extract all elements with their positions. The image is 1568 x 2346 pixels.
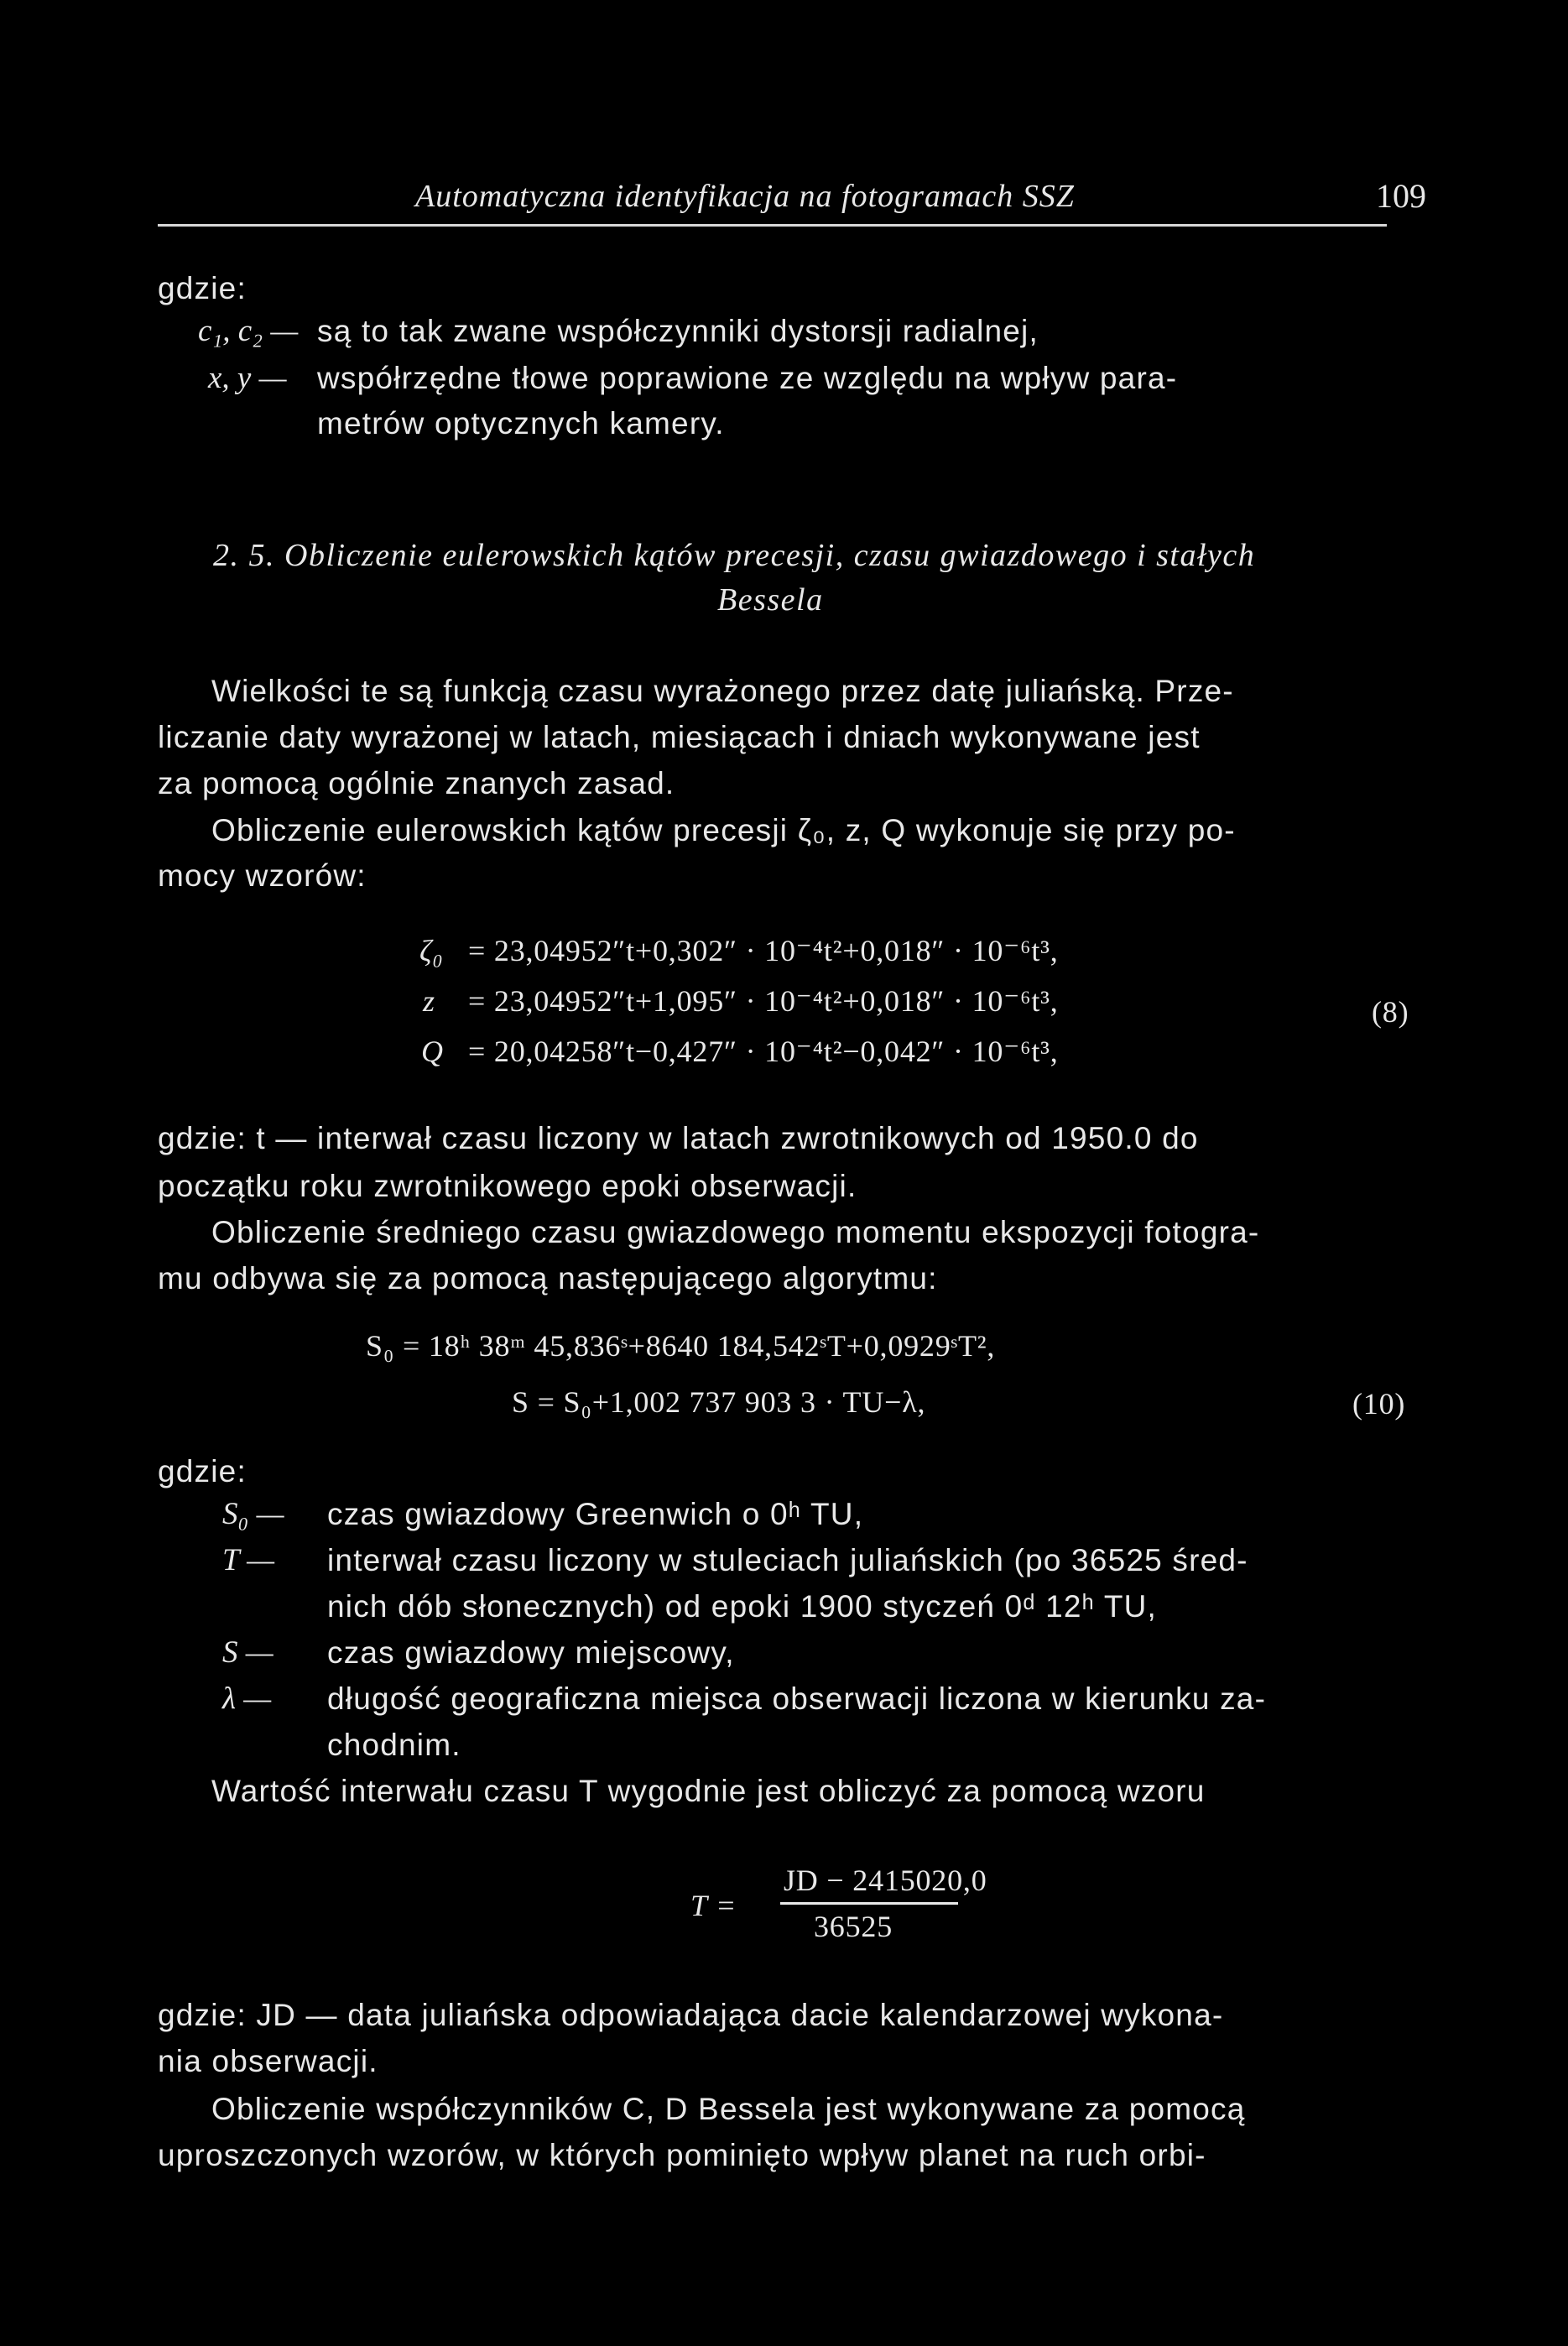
definition-continuation: metrów optycznych kamery. [317, 406, 725, 441]
paragraph-line: nia obserwacji. [158, 2044, 378, 2078]
equation-number: (8) [1372, 995, 1409, 1029]
gdzie-label: gdzie: [158, 271, 247, 305]
definition-text: są to tak zwane współczynniki dystorsji radialnej, [317, 314, 1039, 348]
paragraph-line: gdzie: JD — data juliańska odpowiadająca dacie kalendarzowej wykona- [158, 1998, 1224, 2032]
paragraph-line: mu odbywa się za pomocą następującego algorytmu: [158, 1261, 938, 1296]
fraction-denominator: 36525 [814, 1910, 893, 1943]
paragraph-line: gdzie: t — interwał czasu liczony w latach zwrotnikowych od 1950.0 do [158, 1121, 1199, 1155]
equation-number: (10) [1352, 1387, 1406, 1421]
definition-continuation: chodnim. [327, 1728, 461, 1762]
fraction-bar [780, 1902, 958, 1905]
paragraph-line: mocy wzorów: [158, 858, 367, 893]
running-title: Automatyczna identyfikacja na fotogramach SSZ [415, 179, 1075, 214]
formula: S = S₀+1,002 737 903 3 · TU−λ, [512, 1385, 926, 1419]
formula: S₀ = 18ʰ 38ᵐ 45,836ˢ+8640 184,542ˢT+0,0929ˢT², [366, 1329, 996, 1363]
formula-lhs: ζ₀ [419, 934, 444, 967]
paragraph-line: początku roku zwrotnikowego epoki obserwacji. [158, 1169, 857, 1203]
paragraph-line: Obliczenie współczynników C, D Bessela jest wykonywane za pomocą [211, 2092, 1246, 2126]
formula-rhs: = 20,04258″t−0,427″ · 10⁻⁴t²−0,042″ · 10⁻⁶t³, [468, 1035, 1059, 1068]
definition-text: czas gwiazdowy miejscowy, [327, 1635, 735, 1670]
page-number: 109 [1376, 177, 1426, 215]
paragraph-line: liczanie daty wyrażonej w latach, miesiącach i dniach wykonywane jest [158, 720, 1201, 754]
definition-term: λ — [222, 1681, 272, 1716]
formula-rhs: = 23,04952″t+1,095″ · 10⁻⁴t²+0,018″ · 10⁻⁶t³, [468, 984, 1059, 1018]
definition-continuation: nich dób słonecznych) od epoki 1900 styczeń 0ᵈ 12ʰ TU, [327, 1589, 1158, 1624]
paragraph-line: Wielkości te są funkcją czasu wyrażonego przez datę juliańską. Prze- [211, 674, 1234, 708]
definition-text: czas gwiazdowy Greenwich o 0ʰ TU, [327, 1497, 864, 1531]
definition-text: interwał czasu liczony w stuleciach juliańskich (po 36525 śred- [327, 1543, 1248, 1577]
paragraph-line: Obliczenie eulerowskich kątów precesji ζ₀, z, Q wykonuje się przy po- [211, 813, 1236, 847]
fraction-numerator: JD − 2415020,0 [784, 1864, 987, 1897]
definition-term: T — [222, 1543, 275, 1577]
definition-term: x, y — [208, 361, 287, 395]
gdzie-label: gdzie: [158, 1454, 247, 1488]
paragraph-line: Obliczenie średniego czasu gwiazdowego momentu ekspozycji fotogra- [211, 1215, 1260, 1249]
header-rule [158, 224, 1387, 227]
paragraph-line: Wartość interwału czasu T wygodnie jest obliczyć za pomocą wzoru [211, 1774, 1206, 1808]
section-heading-line1: 2. 5. Obliczenie eulerowskich kątów precesji, czasu gwiazdowego i stałych [213, 538, 1256, 573]
definition-text: współrzędne tłowe poprawione ze względu na wpływ para- [317, 361, 1178, 395]
definition-term: S — [222, 1635, 273, 1670]
section-heading-line2: Bessela [717, 582, 824, 618]
formula-lhs: Q [421, 1035, 444, 1068]
paragraph-line: uproszczonych wzorów, w których pominięto wpływ planet na ruch orbi- [158, 2138, 1206, 2172]
formula-rhs: = 23,04952″t+0,302″ · 10⁻⁴t²+0,018″ · 10⁻⁶t³, [468, 934, 1059, 967]
definition-term: c₁, c₂ — [198, 314, 299, 348]
paragraph-line: za pomocą ogólnie znanych zasad. [158, 766, 675, 800]
formula-lhs: z [423, 984, 435, 1018]
fraction-lhs: T = [690, 1889, 737, 1922]
definition-text: długość geograficzna miejsca obserwacji liczona w kierunku za- [327, 1681, 1267, 1716]
definition-term: S₀ — [222, 1497, 284, 1531]
